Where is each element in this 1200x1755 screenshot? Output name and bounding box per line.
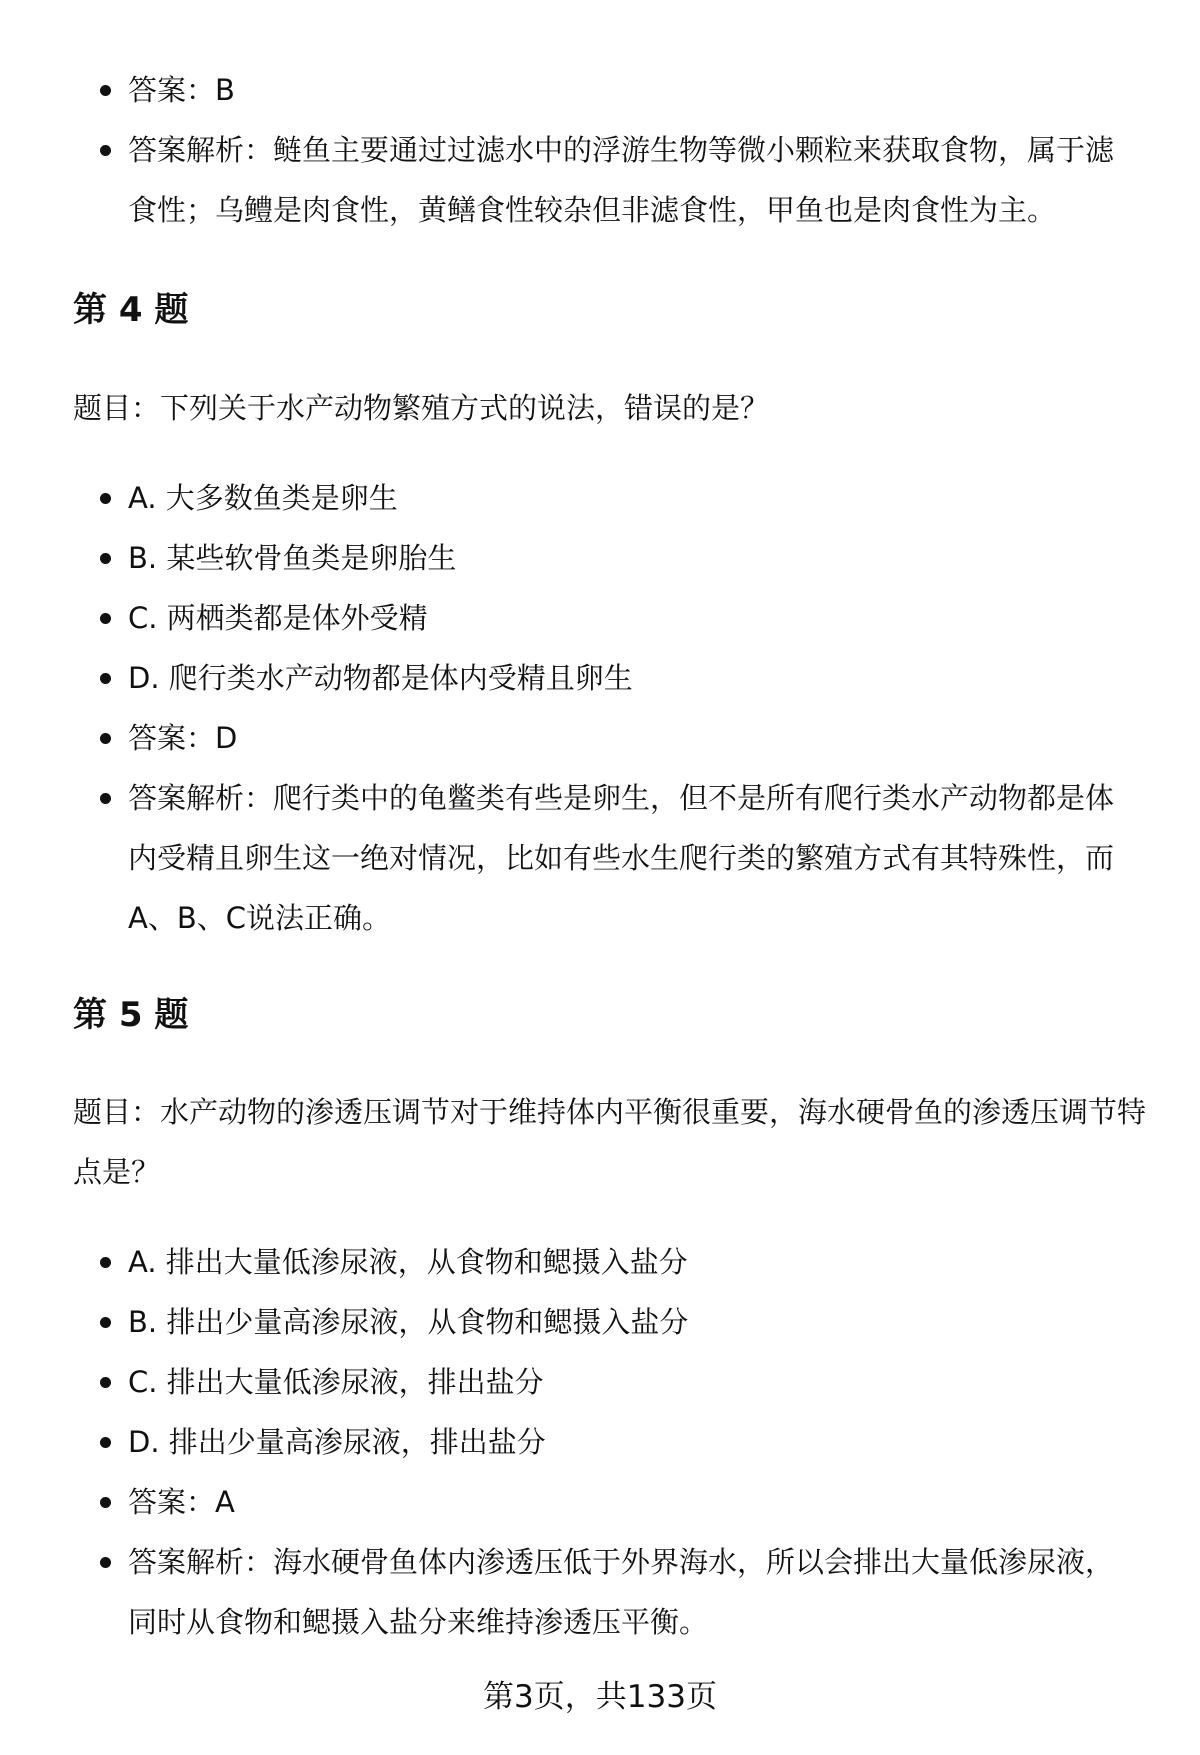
q4-option-b (98, 528, 1148, 588)
q5-option-a (98, 1232, 1148, 1292)
bullet-icon (98, 1412, 128, 1472)
q4-question: 题目：下列关于水产动物繁殖方式的说法，错误的是？ (73, 391, 770, 425)
q5-option-d (98, 1412, 1148, 1472)
q4-answer-item (98, 708, 1148, 768)
bullet-icon (98, 768, 128, 828)
option-label: A. 排出大量低渗尿液，从食物和鳃摄入盐分 (128, 1245, 688, 1279)
bullet-icon (98, 1532, 128, 1592)
q4-option-a (98, 468, 1148, 528)
bullet-icon (98, 528, 128, 588)
option-label: B. 某些软骨鱼类是卵胎生 (128, 541, 457, 575)
q5-answer-item (98, 1472, 1148, 1532)
bullet-icon (98, 60, 128, 120)
bullet-icon (98, 1352, 128, 1412)
option-label: C. 两栖类都是体外受精 (128, 601, 428, 635)
option-label: D. 排出少量高渗尿液，排出盐分 (128, 1425, 546, 1459)
q5-explanation: 答案解析：海水硬骨鱼体内渗透压低于外界海水，所以会排出大量低渗尿液，同时从食物和鳃摄入盐分来维持渗透压平衡。 (128, 1545, 1115, 1639)
q5-explanation-item (98, 1532, 1148, 1652)
q3-explanation-item (98, 120, 1148, 240)
bullet-icon (98, 468, 128, 528)
bullet-icon (98, 1232, 128, 1292)
q4-explanation: 答案解析：爬行类中的龟鳖类有些是卵生，但不是所有爬行类水产动物都是体内受精且卵生这一绝对情况，比如有些水生爬行类的繁殖方式有其特殊性，而A、B、C说法正确。 (128, 781, 1115, 935)
bullet-icon (98, 1292, 128, 1352)
option-label: C. 排出大量低渗尿液，排出盐分 (128, 1365, 544, 1399)
q4-option-c (98, 588, 1148, 648)
q4-explanation-item (98, 768, 1148, 948)
q5-answer: 答案：A (128, 1485, 235, 1519)
bullet-icon (98, 120, 128, 180)
bullet-icon (98, 1472, 128, 1532)
q4-heading: 第 4 题 (73, 290, 189, 330)
q5-heading: 第 5 题 (73, 995, 189, 1035)
q5-option-c (98, 1352, 1148, 1412)
bullet-icon (98, 588, 128, 648)
q4-answer: 答案：D (128, 721, 238, 755)
option-label: A. 大多数鱼类是卵生 (128, 481, 398, 515)
option-label: B. 排出少量高渗尿液，从食物和鳃摄入盐分 (128, 1305, 689, 1339)
q3-answer-item (98, 60, 1148, 120)
q5-option-b (98, 1292, 1148, 1352)
page-number: 第3页，共133页 (483, 1679, 717, 1715)
option-label: D. 爬行类水产动物都是体内受精且卵生 (128, 661, 633, 695)
q3-explanation: 答案解析：鲢鱼主要通过过滤水中的浮游生物等微小颗粒来获取食物，属于滤食性；乌鳢是肉食性，黄鳝食性较杂但非滤食性，甲鱼也是肉食性为主。 (128, 133, 1115, 227)
q4-option-d (98, 648, 1148, 708)
bullet-icon (98, 648, 128, 708)
q3-answer: 答案：B (128, 73, 235, 107)
bullet-icon (98, 708, 128, 768)
q5-question: 题目：水产动物的渗透压调节对于维持体内平衡很重要，海水硬骨鱼的渗透压调节特点是？ (73, 1095, 1147, 1189)
